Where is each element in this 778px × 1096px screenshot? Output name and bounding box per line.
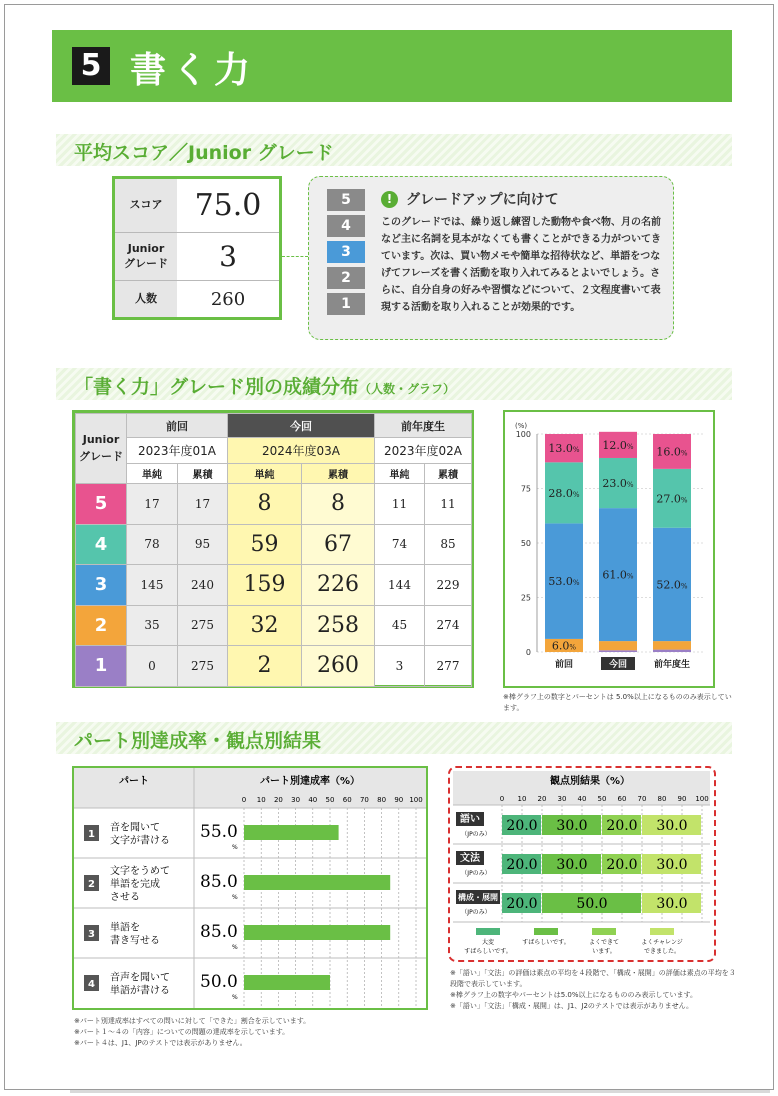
count-cell: 275 (178, 605, 228, 646)
part-rate-bar (244, 925, 390, 940)
count-cell: 258 (302, 605, 375, 646)
grade-cell: 2 (76, 605, 127, 646)
count-label: 人数 (115, 281, 177, 317)
count-cell: 240 (178, 565, 228, 606)
bar-segment (653, 641, 691, 650)
percent-sign: % (232, 994, 238, 1001)
sub-header-single: 単純 (375, 464, 425, 484)
viewpoint-value: 20.0 (606, 857, 638, 873)
grade-steps (327, 189, 365, 319)
data-label: 13.0% (548, 442, 580, 456)
legend-label: すばらしいです。 (464, 948, 512, 955)
viewpoint-tick-label: 50 (597, 795, 607, 803)
grade-advice-text: このグレードでは、繰り返し練習した動物や食べ物、月の名前など主に名詞を見本がなくても書くことができる力がついてきています。次は、買い物メモや簡単な招待状など、単語をつなげてフレーズを書く活動を取り入れてみるとよいでしょう。さらに、自分自身の好みや習慣などについて、２文程度書いて表現する活動を取り入れることが効果的です。 (381, 217, 661, 313)
viewpoint-label: 語い (460, 814, 480, 825)
count-value: 260 (210, 288, 246, 310)
bar-segment (599, 650, 637, 652)
rate-tick-label: 20 (273, 796, 283, 804)
count-row (115, 281, 279, 317)
count-cell: 45 (375, 605, 425, 646)
grade-step-5: 5 (327, 189, 365, 211)
test-name-prev: 2023年度01A (127, 438, 228, 464)
title-bar (52, 30, 732, 102)
viewpoint-tick-label: 90 (677, 795, 687, 803)
grade-row-4 (76, 524, 472, 565)
count-cell: 32 (228, 605, 302, 646)
data-label: 61.0% (602, 568, 634, 582)
grade-info-box (308, 176, 674, 340)
viewpoint-tick-label: 40 (577, 795, 587, 803)
data-label: 28.0% (548, 486, 580, 500)
bar-segment (653, 650, 691, 652)
part-number: 1 (88, 829, 95, 840)
note-line: ※「語い」「文法」「構成・展開」は、J1、J2のテストでは表示がありません。 (450, 1002, 694, 1010)
part-rate-value: 50.0 (200, 972, 238, 992)
rate-tick-label: 50 (325, 796, 335, 804)
rate-tick-label: 40 (308, 796, 318, 804)
y-tick-label: 50 (520, 539, 531, 548)
grade-row-2 (76, 605, 472, 646)
page-title: 書く力 (130, 50, 257, 91)
rate-tick-label: 80 (377, 796, 387, 804)
viewpoint-label: 文法 (460, 853, 480, 864)
legend-label: います。 (592, 948, 616, 955)
count-cell: 0 (127, 646, 178, 687)
grade-label-line1: Junior (127, 241, 165, 255)
grade-row-3 (76, 565, 472, 606)
note-line: ※パート４は、J1、JPのテストでは表示がありません。 (74, 1039, 247, 1047)
part-achievement-table (72, 766, 428, 1010)
viewpoint-value: 50.0 (576, 896, 608, 912)
legend-swatch (476, 928, 500, 935)
grade-cell: 5 (76, 484, 127, 525)
rate-tick-label: 90 (394, 796, 404, 804)
sub-header-cumulative: 累積 (425, 464, 472, 484)
group-header-lastyear: 前年度生 (375, 414, 472, 438)
count-cell: 74 (375, 524, 425, 565)
part-number: 2 (88, 879, 95, 890)
viewpoint-tick-label: 70 (637, 795, 647, 803)
data-label: 27.0% (656, 492, 688, 506)
grade-row (115, 233, 279, 281)
viewpoint-tick-label: 60 (617, 795, 627, 803)
viewpoint-value: 20.0 (606, 818, 638, 834)
part-description: 単語を完成 (110, 879, 160, 890)
note-line: ※パート別達成率はすべての問いに対して「できた」割合を示しています。 (74, 1017, 311, 1025)
data-label: 12.0% (602, 438, 634, 452)
count-cell: 145 (127, 565, 178, 606)
grade-step-4: 4 (327, 215, 365, 237)
score-value: 75.0 (194, 188, 262, 223)
percent-sign: % (232, 844, 238, 851)
data-label: 53.0% (548, 575, 580, 589)
part-header-bg (74, 768, 194, 808)
legend-label: よくチャレンジ (641, 939, 683, 946)
sub-header-single: 単純 (127, 464, 178, 484)
part-description: 音を聞いて (110, 822, 160, 834)
count-cell: 3 (375, 646, 425, 687)
count-cell: 17 (127, 484, 178, 525)
count-cell: 85 (425, 524, 472, 565)
y-tick-label: 0 (525, 648, 531, 657)
col-part-header: パート (119, 776, 149, 787)
junior-grade-header-line2: グレード (79, 449, 123, 463)
count-cell: 260 (302, 646, 375, 687)
viewpoint-tick-label: 80 (657, 795, 667, 803)
junior-grade-header-line1: Junior (82, 433, 120, 446)
count-cell: 11 (425, 484, 472, 525)
grade-step-1: 1 (327, 293, 365, 315)
count-cell: 17 (178, 484, 228, 525)
part-rate-bar (244, 825, 339, 840)
section-title-score: 平均スコア／Junior グレード (74, 142, 334, 164)
x-category-label: 前回 (554, 660, 574, 670)
x-category-label: 今回 (608, 660, 628, 670)
section-title-distribution (74, 372, 455, 399)
count-cell: 274 (425, 605, 472, 646)
count-cell: 95 (178, 524, 228, 565)
grade-step-3: 3 (327, 241, 365, 263)
count-cell: 8 (228, 484, 302, 525)
x-category-label: 前年度生 (653, 660, 691, 670)
section-title-parts: パート別達成率・観点別結果 (74, 730, 322, 752)
connector-line (282, 256, 308, 257)
grade-step-2: 2 (327, 267, 365, 289)
viewpoint-sub-label: （JPのみ） (461, 870, 491, 877)
legend-label: よくできて (588, 939, 620, 946)
count-cell: 8 (302, 484, 375, 525)
viewpoint-sub-label: （JPのみ） (461, 909, 491, 916)
grade-cell: 4 (76, 524, 127, 565)
part-description: 書き写せる (110, 935, 160, 947)
bar-segment (599, 641, 637, 650)
note-line: ※「語い」「文法」の評価は素点の平均を４段階で、「構成・展開」の評価は素点の平均を３段階で表示しています。 (450, 969, 736, 988)
grade-value: 3 (219, 240, 237, 273)
score-label: スコア (115, 179, 177, 232)
distribution-title-sub: （人数・グラフ） (359, 382, 456, 396)
part-rate-value: 85.0 (200, 922, 238, 942)
col-rate-header: パート別達成率（%） (259, 776, 361, 787)
test-name-now: 2024年度03A (228, 438, 375, 464)
viewpoint-value: 30.0 (556, 857, 588, 873)
part-achievement-svg (74, 768, 426, 1008)
rate-tick-label: 0 (241, 796, 247, 804)
viewpoint-value: 30.0 (656, 818, 688, 834)
viewpoint-value: 20.0 (506, 857, 538, 873)
part-description: 音声を聞いて (110, 972, 170, 984)
viewpoint-value: 30.0 (556, 818, 588, 834)
viewpoint-tick-label: 20 (537, 795, 547, 803)
part-description: 文字をうめて (110, 866, 170, 877)
section-header-score (56, 134, 732, 166)
viewpoint-value: 30.0 (656, 896, 688, 912)
legend-swatch (534, 928, 558, 935)
count-cell: 144 (375, 565, 425, 606)
viewpoint-sub-label: （JPのみ） (461, 831, 491, 838)
viewpoint-tick-label: 100 (695, 795, 709, 803)
distribution-chart (503, 410, 715, 688)
part-rate-bar (244, 975, 330, 990)
legend-label: 大変 (481, 939, 495, 946)
exclamation-icon: ! (381, 191, 398, 208)
legend-swatch (592, 928, 616, 935)
data-label: 6.0% (551, 639, 577, 653)
part-description: 単語が書ける (110, 985, 170, 997)
rate-tick-label: 60 (342, 796, 352, 804)
rate-tick-label: 100 (409, 796, 423, 804)
test-name-lastyear: 2023年度02A (375, 438, 472, 464)
legend-label: すばらしいです。 (522, 939, 570, 946)
part-rate-bar (244, 875, 390, 890)
grade-heading (381, 189, 559, 209)
viewpoint-value: 30.0 (656, 857, 688, 873)
part-description: させる (110, 892, 140, 903)
part-rate-value: 85.0 (200, 872, 238, 892)
data-label: 23.0% (602, 477, 634, 491)
data-label: 16.0% (656, 445, 688, 459)
grade-cell: 3 (76, 565, 127, 606)
sub-header-cumulative: 累積 (178, 464, 228, 484)
rate-tick-label: 70 (359, 796, 369, 804)
grade-cell: 1 (76, 646, 127, 687)
group-header-now: 今回 (228, 414, 375, 438)
y-tick-label: 75 (520, 484, 531, 494)
percent-sign: % (232, 894, 238, 901)
y-axis-label: (%) (515, 422, 528, 430)
count-cell: 59 (228, 524, 302, 565)
distribution-chart-svg (505, 412, 713, 686)
part-rate-value: 55.0 (200, 822, 238, 842)
chart-note: ※棒グラフ上の数字とパーセントは 5.0%以上になるもののみ表示しています。 (503, 693, 732, 712)
count-cell: 275 (178, 646, 228, 687)
count-cell: 277 (425, 646, 472, 687)
count-cell: 35 (127, 605, 178, 646)
section-number: 5 (72, 47, 110, 85)
viewpoint-tick-label: 30 (557, 795, 567, 803)
viewpoint-title: 観点別結果（%） (549, 776, 631, 787)
viewpoint-value: 20.0 (506, 818, 538, 834)
viewpoint-tick-label: 10 (517, 795, 527, 803)
group-header-prev: 前回 (127, 414, 228, 438)
section-header-distribution (56, 368, 732, 400)
page-shadow (70, 1090, 770, 1093)
section-header-parts (56, 722, 732, 754)
rate-tick-label: 10 (256, 796, 266, 804)
count-cell: 2 (228, 646, 302, 687)
count-cell: 67 (302, 524, 375, 565)
count-cell: 229 (425, 565, 472, 606)
y-tick-label: 100 (515, 430, 531, 439)
distribution-title-main: 「書く力」グレード別の成績分布 (74, 376, 360, 398)
part-notes (74, 1016, 434, 1049)
data-label: 52.0% (656, 578, 688, 592)
score-row (115, 179, 279, 233)
legend-label: できました。 (643, 948, 681, 955)
count-cell: 78 (127, 524, 178, 565)
percent-sign: % (232, 944, 238, 951)
viewpoint-tick-label: 0 (499, 795, 505, 803)
grade-row-1 (76, 646, 472, 687)
grade-heading-text: グレードアップに向けて (406, 192, 559, 208)
viewpoint-results (448, 766, 716, 962)
count-cell: 11 (375, 484, 425, 525)
rate-tick-label: 30 (291, 796, 301, 804)
y-tick-label: 25 (520, 593, 531, 603)
viewpoint-results-svg (450, 768, 713, 959)
grade-row-5 (76, 484, 472, 525)
count-cell: 159 (228, 565, 302, 606)
viewpoint-label: 構成・展開 (458, 893, 498, 902)
part-description: 単語を (110, 922, 140, 934)
note-line: ※棒グラフ上の数字やパーセントは5.0%以上になるもののみ表示しています。 (450, 991, 697, 999)
grade-label-line2: グレード (124, 256, 168, 270)
junior-grade-header (76, 414, 127, 484)
grade-label (115, 233, 177, 280)
viewpoint-notes (450, 968, 740, 1012)
distribution-table (72, 410, 474, 688)
score-box (112, 176, 282, 320)
sub-header-single: 単純 (228, 464, 302, 484)
viewpoint-value: 20.0 (506, 896, 538, 912)
note-line: ※パート１〜４の「内容」についての問題の達成率を示しています。 (74, 1028, 290, 1036)
count-cell: 226 (302, 565, 375, 606)
legend-swatch (650, 928, 674, 935)
part-description: 文字が書ける (110, 835, 170, 847)
sub-header-cumulative: 累積 (302, 464, 375, 484)
part-number: 4 (88, 979, 95, 990)
part-number: 3 (88, 929, 95, 940)
